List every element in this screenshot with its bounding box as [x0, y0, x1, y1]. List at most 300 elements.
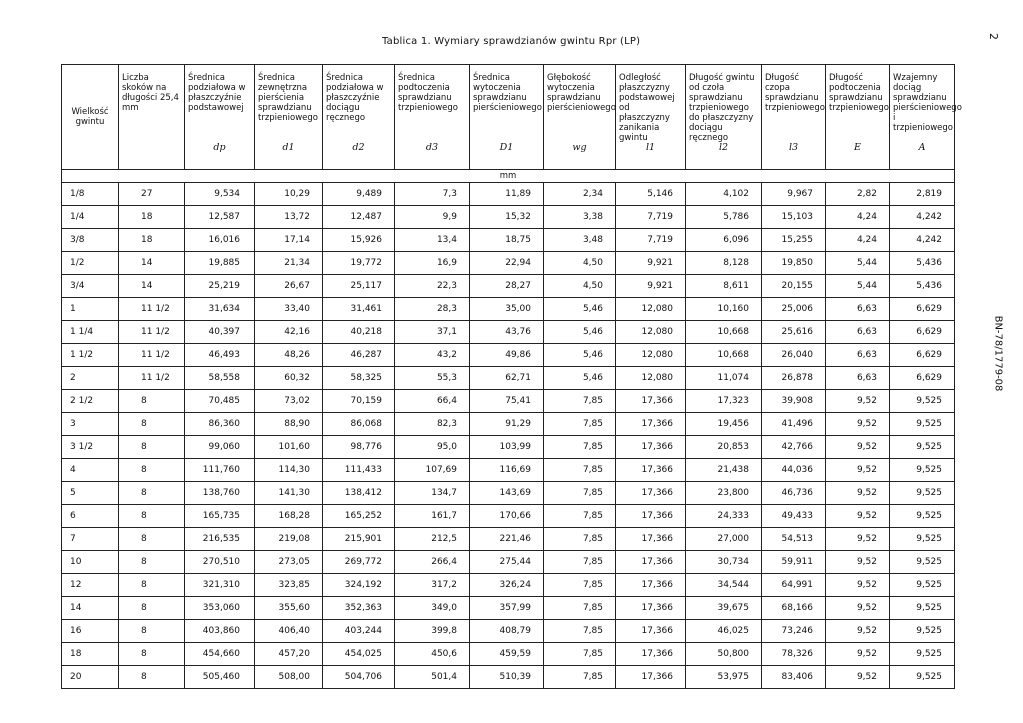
table-cell: 8: [119, 597, 185, 620]
table-cell: 114,30: [255, 459, 323, 482]
column-header-label: Średnica zewnętrzna pierścienia sprawdzianu trzpieniowego: [258, 73, 319, 123]
table-cell: 17,14: [255, 229, 323, 252]
table-cell: 46,493: [185, 344, 255, 367]
table-cell: 216,535: [185, 528, 255, 551]
table-cell: 6,629: [890, 367, 955, 390]
table-row: [62, 436, 955, 459]
table-cell: 44,036: [762, 459, 826, 482]
thread-size-cell: 3/8: [62, 229, 119, 252]
table-cell: 24,333: [686, 505, 762, 528]
table-cell: 9,52: [826, 482, 890, 505]
table-cell: 25,219: [185, 275, 255, 298]
table-cell: 58,558: [185, 367, 255, 390]
table-cell: 266,4: [395, 551, 470, 574]
table-cell: 8: [119, 666, 185, 689]
table-cell: 270,510: [185, 551, 255, 574]
thread-size-cell: 14: [62, 597, 119, 620]
table-cell: 9,52: [826, 574, 890, 597]
table-cell: 450,6: [395, 643, 470, 666]
table-cell: 141,30: [255, 482, 323, 505]
table-cell: 27: [119, 183, 185, 206]
table-cell: 403,860: [185, 620, 255, 643]
thread-size-cell: 1/2: [62, 252, 119, 275]
table-cell: 504,706: [323, 666, 395, 689]
table-cell: 21,34: [255, 252, 323, 275]
table-cell: 508,00: [255, 666, 323, 689]
table-cell: 9,489: [323, 183, 395, 206]
table-cell: 116,69: [470, 459, 544, 482]
table-cell: 64,991: [762, 574, 826, 597]
table-cell: 34,544: [686, 574, 762, 597]
table-cell: 17,366: [616, 482, 686, 505]
table-cell: 9,921: [616, 252, 686, 275]
table-cell: 7,85: [544, 528, 616, 551]
thread-size-cell: 18: [62, 643, 119, 666]
table-cell: 5,436: [890, 275, 955, 298]
table-cell: 35,00: [470, 298, 544, 321]
column-header: [185, 65, 255, 170]
table-cell: 17,366: [616, 551, 686, 574]
table-cell: 454,025: [323, 643, 395, 666]
table-cell: 9,525: [890, 643, 955, 666]
thread-size-cell: 7: [62, 528, 119, 551]
table-cell: 5,146: [616, 183, 686, 206]
table-cell: 26,67: [255, 275, 323, 298]
table-cell: 13,72: [255, 206, 323, 229]
table-cell: 9,52: [826, 390, 890, 413]
table-cell: 23,800: [686, 482, 762, 505]
table-row: [62, 413, 955, 436]
column-header-label: Długość czopa sprawdzianu trzpieniowego: [765, 73, 826, 113]
table-cell: 12,487: [323, 206, 395, 229]
table-row: [62, 643, 955, 666]
table-cell: 42,16: [255, 321, 323, 344]
table-cell: 6,63: [826, 321, 890, 344]
table-cell: 19,772: [323, 252, 395, 275]
table-cell: 8: [119, 505, 185, 528]
table-cell: 4,24: [826, 229, 890, 252]
table-cell: 7,85: [544, 436, 616, 459]
table-cell: 9,525: [890, 620, 955, 643]
table-cell: 73,02: [255, 390, 323, 413]
table-cell: 4,24: [826, 206, 890, 229]
table-cell: 501,4: [395, 666, 470, 689]
table-cell: 40,218: [323, 321, 395, 344]
table-cell: 17,323: [686, 390, 762, 413]
column-symbol: d3: [425, 142, 439, 153]
table-cell: 349,0: [395, 597, 470, 620]
table-cell: 5,46: [544, 367, 616, 390]
table-cell: 75,41: [470, 390, 544, 413]
table-cell: 7,719: [616, 206, 686, 229]
table-row: [62, 390, 955, 413]
table-cell: 9,52: [826, 643, 890, 666]
column-symbol: l3: [788, 142, 799, 153]
table-cell: 8: [119, 528, 185, 551]
table-cell: 17,366: [616, 528, 686, 551]
table-cell: 5,44: [826, 252, 890, 275]
thread-size-cell: 5: [62, 482, 119, 505]
thread-size-cell: 2 1/2: [62, 390, 119, 413]
column-symbol: d1: [282, 142, 295, 153]
header-row: [62, 65, 955, 170]
table-cell: 9,525: [890, 413, 955, 436]
table-cell: 406,40: [255, 620, 323, 643]
column-header: [395, 65, 470, 170]
thread-size-cell: 2: [62, 367, 119, 390]
table-cell: 53,975: [686, 666, 762, 689]
table-cell: 6,63: [826, 298, 890, 321]
table-cell: 7,85: [544, 390, 616, 413]
table-row: [62, 252, 955, 275]
column-header: [686, 65, 762, 170]
table-cell: 10,29: [255, 183, 323, 206]
table-cell: 6,629: [890, 298, 955, 321]
table-cell: 352,363: [323, 597, 395, 620]
thread-size-cell: 16: [62, 620, 119, 643]
table-cell: 326,24: [470, 574, 544, 597]
table-cell: 6,096: [686, 229, 762, 252]
table-cell: 16,9: [395, 252, 470, 275]
table-cell: 30,734: [686, 551, 762, 574]
thread-dimensions-table: [61, 64, 962, 689]
table-cell: 26,040: [762, 344, 826, 367]
table-cell: 10,668: [686, 344, 762, 367]
table-cell: 4,242: [890, 206, 955, 229]
table-cell: 7,85: [544, 666, 616, 689]
table-cell: 8: [119, 643, 185, 666]
column-header-label: Średnica wytoczenia sprawdzianu pierścieniowego: [473, 73, 542, 113]
table-cell: 18,75: [470, 229, 544, 252]
table-cell: 14: [119, 275, 185, 298]
table-cell: 15,255: [762, 229, 826, 252]
table-caption: Tablica 1. Wymiary sprawdzianów gwintu Rpr (LP): [382, 36, 641, 47]
table-cell: 55,3: [395, 367, 470, 390]
table-cell: 43,76: [470, 321, 544, 344]
table-cell: 21,438: [686, 459, 762, 482]
unit-row: [62, 170, 955, 183]
table-cell: 9,52: [826, 459, 890, 482]
column-header: [323, 65, 395, 170]
column-symbol: A: [918, 142, 926, 153]
table-cell: 39,908: [762, 390, 826, 413]
unit-label: mm: [62, 170, 955, 183]
table-cell: 7,85: [544, 597, 616, 620]
table-cell: 269,772: [323, 551, 395, 574]
table-cell: 66,4: [395, 390, 470, 413]
table-cell: 5,46: [544, 321, 616, 344]
column-header-label: Średnica podtoczenia sprawdzianu trzpieniowego: [398, 73, 459, 113]
thread-size-cell: 4: [62, 459, 119, 482]
column-symbol: D1: [499, 142, 514, 153]
table-cell: 15,926: [323, 229, 395, 252]
table-row: [62, 459, 955, 482]
table-cell: 14: [119, 252, 185, 275]
table-cell: 5,46: [544, 344, 616, 367]
column-symbol: wg: [572, 142, 587, 153]
table-cell: 9,525: [890, 666, 955, 689]
table-cell: 8,611: [686, 275, 762, 298]
page-number: 2: [987, 33, 1000, 40]
table-cell: 134,7: [395, 482, 470, 505]
table-cell: 9,52: [826, 666, 890, 689]
column-header: [544, 65, 616, 170]
table-cell: 9,52: [826, 505, 890, 528]
table-cell: 3,48: [544, 229, 616, 252]
table-cell: 17,366: [616, 574, 686, 597]
table-cell: 86,068: [323, 413, 395, 436]
table-cell: 12,587: [185, 206, 255, 229]
column-header-label: Wielkość gwintu: [71, 107, 109, 127]
table-cell: 9,52: [826, 413, 890, 436]
table-cell: 91,29: [470, 413, 544, 436]
table-cell: 107,69: [395, 459, 470, 482]
column-symbol: l2: [718, 142, 729, 153]
table-cell: 457,20: [255, 643, 323, 666]
table-cell: 11 1/2: [119, 344, 185, 367]
table-header: [62, 65, 962, 183]
table-cell: 25,616: [762, 321, 826, 344]
thread-size-cell: 12: [62, 574, 119, 597]
table-cell: 9,921: [616, 275, 686, 298]
table-cell: 59,911: [762, 551, 826, 574]
table-cell: 9,525: [890, 459, 955, 482]
table-cell: 60,32: [255, 367, 323, 390]
table-row: [62, 321, 955, 344]
table-cell: 31,461: [323, 298, 395, 321]
column-header-label: Długość gwintu od czoła sprawdzianu trzpieniowego do płaszczyzny dociągu ręcznego: [689, 73, 755, 143]
table-cell: 12,080: [616, 298, 686, 321]
column-header: [762, 65, 826, 170]
table-cell: 46,025: [686, 620, 762, 643]
table-cell: 17,366: [616, 666, 686, 689]
table-cell: 7,719: [616, 229, 686, 252]
table-cell: 9,534: [185, 183, 255, 206]
table-row: [62, 505, 955, 528]
column-header-label: Liczba skoków na długości 25,4 mm: [122, 73, 179, 113]
table-cell: 8: [119, 390, 185, 413]
column-symbol: l1: [645, 142, 656, 153]
table-cell: 41,496: [762, 413, 826, 436]
table-cell: 12,080: [616, 344, 686, 367]
table-cell: 50,800: [686, 643, 762, 666]
table-cell: 7,85: [544, 620, 616, 643]
table-cell: 11 1/2: [119, 298, 185, 321]
table-cell: 16,016: [185, 229, 255, 252]
table-cell: 353,060: [185, 597, 255, 620]
thread-size-cell: 10: [62, 551, 119, 574]
thread-size-cell: 1: [62, 298, 119, 321]
table-cell: 49,86: [470, 344, 544, 367]
table-cell: 275,44: [470, 551, 544, 574]
table-row: [62, 344, 955, 367]
table-cell: 9,525: [890, 528, 955, 551]
table-cell: 99,060: [185, 436, 255, 459]
table-cell: 5,44: [826, 275, 890, 298]
table-cell: 15,32: [470, 206, 544, 229]
table-cell: 9,52: [826, 620, 890, 643]
table-cell: 25,117: [323, 275, 395, 298]
table-cell: 9,525: [890, 390, 955, 413]
table-cell: 324,192: [323, 574, 395, 597]
table-cell: 11 1/2: [119, 367, 185, 390]
table-cell: 11 1/2: [119, 321, 185, 344]
table-cell: 6,629: [890, 321, 955, 344]
table-row: [62, 528, 955, 551]
column-symbol: dp: [213, 142, 226, 153]
table-cell: 68,166: [762, 597, 826, 620]
table-cell: 26,878: [762, 367, 826, 390]
table-cell: 12,080: [616, 367, 686, 390]
table-cell: 5,786: [686, 206, 762, 229]
table-row: [62, 551, 955, 574]
table-row: [62, 666, 955, 689]
table-cell: 40,397: [185, 321, 255, 344]
table-cell: 20,155: [762, 275, 826, 298]
table-cell: 170,66: [470, 505, 544, 528]
table-cell: 8: [119, 574, 185, 597]
thread-size-cell: 20: [62, 666, 119, 689]
table-cell: 8: [119, 436, 185, 459]
table-cell: 70,159: [323, 390, 395, 413]
table-cell: 88,90: [255, 413, 323, 436]
table-cell: 46,736: [762, 482, 826, 505]
column-header-label: Wzajemny dociąg sprawdzianu pierścieniowego i trzpieniowego: [893, 73, 962, 133]
table-cell: 19,456: [686, 413, 762, 436]
table-cell: 48,26: [255, 344, 323, 367]
table-cell: 321,310: [185, 574, 255, 597]
column-header-label: Odległość płaszczyzny podstawowej od płaszczyzny zanikania gwintu: [619, 73, 675, 143]
table-cell: 9,9: [395, 206, 470, 229]
table-cell: 9,525: [890, 574, 955, 597]
table-cell: 9,967: [762, 183, 826, 206]
table-cell: 11,074: [686, 367, 762, 390]
table-cell: 25,006: [762, 298, 826, 321]
column-symbol: d2: [352, 142, 365, 153]
column-symbol: E: [854, 142, 861, 153]
table-cell: 9,525: [890, 505, 955, 528]
table-cell: 101,60: [255, 436, 323, 459]
table-cell: 138,760: [185, 482, 255, 505]
table-cell: 317,2: [395, 574, 470, 597]
standard-code: BN-78/1779-08: [992, 315, 1004, 392]
table-cell: 399,8: [395, 620, 470, 643]
table-cell: 408,79: [470, 620, 544, 643]
table-cell: 165,252: [323, 505, 395, 528]
table-cell: 9,525: [890, 436, 955, 459]
table-cell: 168,28: [255, 505, 323, 528]
table-cell: 46,287: [323, 344, 395, 367]
table-cell: 221,46: [470, 528, 544, 551]
table-cell: 6,629: [890, 344, 955, 367]
table-row: [62, 206, 955, 229]
table-cell: 54,513: [762, 528, 826, 551]
table-cell: 10,668: [686, 321, 762, 344]
column-header-label: Długość podtoczenia sprawdzianu trzpieniowego: [829, 73, 890, 113]
table-cell: 13,4: [395, 229, 470, 252]
table-cell: 28,3: [395, 298, 470, 321]
table-cell: 8: [119, 482, 185, 505]
table-cell: 2,819: [890, 183, 955, 206]
column-header: [62, 65, 119, 170]
table-cell: 403,244: [323, 620, 395, 643]
table-cell: 7,85: [544, 482, 616, 505]
table-cell: 273,05: [255, 551, 323, 574]
table-cell: 9,52: [826, 528, 890, 551]
table-cell: 17,366: [616, 390, 686, 413]
table-cell: 5,46: [544, 298, 616, 321]
table-cell: 9,525: [890, 551, 955, 574]
table-cell: 3,38: [544, 206, 616, 229]
table-cell: 6,63: [826, 344, 890, 367]
table-cell: 7,3: [395, 183, 470, 206]
table-cell: 82,3: [395, 413, 470, 436]
table-cell: 454,660: [185, 643, 255, 666]
table-cell: 33,40: [255, 298, 323, 321]
table-cell: 459,59: [470, 643, 544, 666]
table-cell: 11,89: [470, 183, 544, 206]
table-cell: 9,525: [890, 482, 955, 505]
table-cell: 357,99: [470, 597, 544, 620]
table-row: [62, 229, 955, 252]
table-cell: 8: [119, 620, 185, 643]
table-cell: 7,85: [544, 574, 616, 597]
table-cell: 17,366: [616, 597, 686, 620]
table-cell: 8: [119, 459, 185, 482]
table-cell: 143,69: [470, 482, 544, 505]
table-row: [62, 620, 955, 643]
column-header-label: Średnica podziałowa w płaszczyźnie dociągu ręcznego: [326, 73, 384, 123]
column-header-label: Średnica podziałowa w płaszczyźnie podstawowej: [188, 73, 246, 113]
table-row: [62, 574, 955, 597]
thread-size-cell: 3: [62, 413, 119, 436]
table-cell: 6,63: [826, 367, 890, 390]
table-cell: 17,366: [616, 436, 686, 459]
thread-size-cell: 3 1/2: [62, 436, 119, 459]
table-cell: 12,080: [616, 321, 686, 344]
table-cell: 39,675: [686, 597, 762, 620]
column-header: [255, 65, 323, 170]
table-cell: 22,94: [470, 252, 544, 275]
table-cell: 19,850: [762, 252, 826, 275]
table-cell: 8,128: [686, 252, 762, 275]
table-cell: 42,766: [762, 436, 826, 459]
thread-size-cell: 6: [62, 505, 119, 528]
thread-size-cell: 1 1/4: [62, 321, 119, 344]
table-cell: 20,853: [686, 436, 762, 459]
table-body: [62, 183, 955, 689]
table-cell: 9,52: [826, 551, 890, 574]
table-cell: 17,366: [616, 459, 686, 482]
table-cell: 7,85: [544, 643, 616, 666]
table-cell: 355,60: [255, 597, 323, 620]
table-cell: 62,71: [470, 367, 544, 390]
column-header: [890, 65, 962, 170]
table-cell: 43,2: [395, 344, 470, 367]
table-cell: 70,485: [185, 390, 255, 413]
table-cell: 73,246: [762, 620, 826, 643]
table-cell: 111,433: [323, 459, 395, 482]
table-cell: 7,85: [544, 459, 616, 482]
table-cell: 19,885: [185, 252, 255, 275]
table-cell: 2,34: [544, 183, 616, 206]
table-cell: 103,99: [470, 436, 544, 459]
table-cell: 86,360: [185, 413, 255, 436]
table-cell: 8: [119, 413, 185, 436]
table-cell: 17,366: [616, 413, 686, 436]
table-cell: 510,39: [470, 666, 544, 689]
table-cell: 323,85: [255, 574, 323, 597]
